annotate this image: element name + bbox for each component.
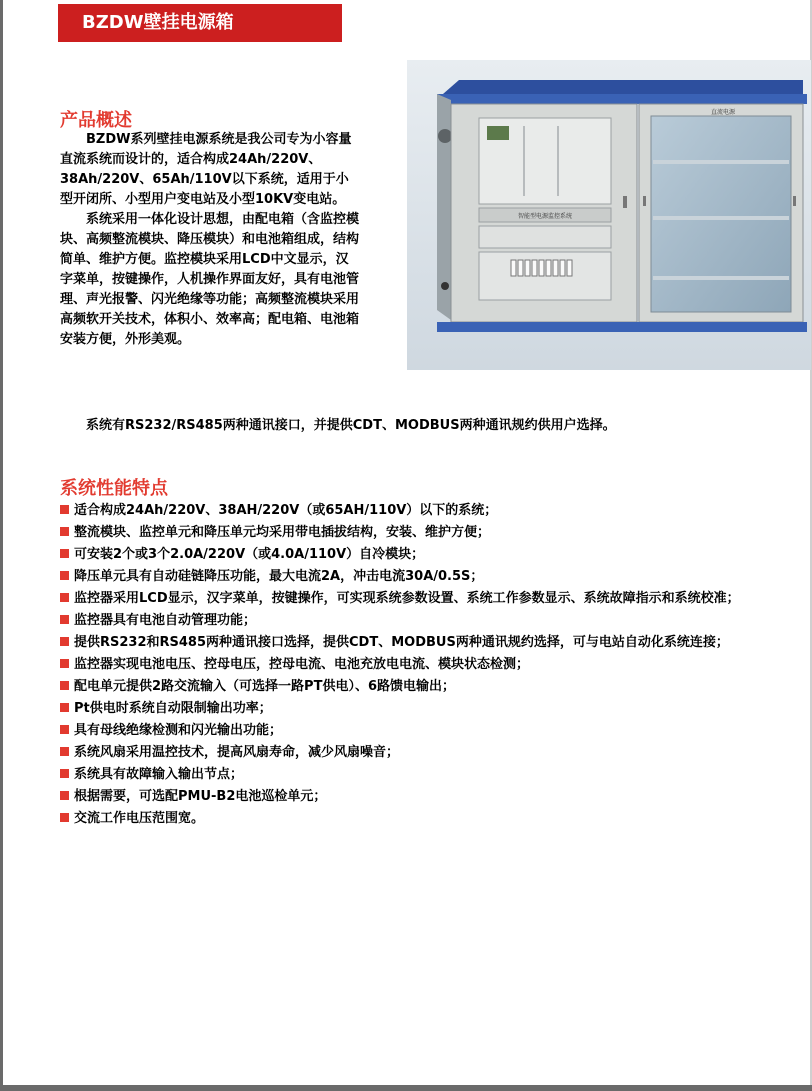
overview-text: [60, 130, 360, 350]
overview-heading: 产品概述: [60, 110, 132, 131]
list-item: 监控器实现电池电压、控母电压，控母电流、电池充放电电流、模块状态检测；: [60, 654, 800, 676]
breaker: [525, 260, 530, 276]
square-bullet-icon: [60, 637, 69, 646]
door-handle-right-2: [793, 196, 796, 206]
page-border-left: [0, 0, 3, 1091]
breaker: [560, 260, 565, 276]
list-item: 具有母线绝缘检测和闪光输出功能；: [60, 720, 800, 742]
square-bullet-icon: [60, 505, 69, 514]
overview-comm-line: 系统有RS232/RS485两种通讯接口，并提供CDT、MODBUS两种通讯规约供用户选择。: [86, 418, 616, 433]
breaker: [518, 260, 523, 276]
list-item: Pt供电时系统自动限制输出功率；: [60, 698, 800, 720]
panel-label: 智能型电源监控系统: [517, 213, 573, 220]
breaker: [511, 260, 516, 276]
door-handle-left: [623, 196, 627, 208]
battery-shelf-3: [653, 276, 789, 280]
list-item: 降压单元具有自动硅链降压功能，最大电流2A，冲击电流30A/0.5S；: [60, 566, 800, 588]
list-item: 交流工作电压范围宽。: [60, 808, 800, 830]
square-bullet-icon: [60, 615, 69, 624]
features-heading: 系统性能特点: [60, 478, 168, 499]
list-item: 系统风扇采用温控技术，提高风扇寿命，减少风扇噪音；: [60, 742, 800, 764]
side-port: [441, 282, 449, 290]
list-item: 提供RS232和RS485两种通讯接口选择，提供CDT、MODBUS两种通讯规约选择，可与电站自动化系统连接；: [60, 632, 800, 654]
breaker: [567, 260, 572, 276]
list-item: 根据需要，可选配PMU-B2电池巡检单元；: [60, 786, 800, 808]
list-item: 系统具有故障输入输出节点；: [60, 764, 800, 786]
breaker: [532, 260, 537, 276]
breaker: [539, 260, 544, 276]
panel-divider-1: [523, 126, 525, 196]
product-image: [407, 60, 811, 370]
list-item: 适合构成24Ah/220V、38AH/220V（或65AH/110V）以下的系统；: [60, 500, 800, 522]
list-item: 监控器具有电池自动管理功能；: [60, 610, 800, 632]
page-title: BZDW壁挂电源箱: [58, 4, 342, 42]
side-fan: [438, 129, 452, 143]
list-item: 可安装2个或3个2.0A/220V（或4.0A/110V）自冷模块；: [60, 544, 800, 566]
cabinet-label: 直流电源: [710, 109, 736, 116]
breaker: [546, 260, 551, 276]
square-bullet-icon: [60, 791, 69, 800]
list-item: 整流模块、监控单元和降压单元均采用带电插拔结构，安装、维护方便；: [60, 522, 800, 544]
square-bullet-icon: [60, 769, 69, 778]
list-item: 配电单元提供2路交流输入（可选择一路PT供电）、6路馈电输出；: [60, 676, 800, 698]
overview-paragraph-2: 系统采用一体化设计思想，由配电箱（含监控模块、高频整流模块、降压模块）和电池箱组成，结构简单、维护方便。监控模块采用LCD中文显示，汉字菜单，按键操作，人机操作界面友好，具有电池管理、声光报警、闪光绝缘等功能；高频整流模块采用高频软开关技术，体积小、效率高；配电箱、电池箱安装方便，外形美观。: [60, 212, 360, 347]
cabinet-top: [443, 80, 803, 94]
list-item: 监控器采用LCD显示，汉字菜单，按键操作，可实现系统参数设置、系统工作参数显示、系统故障指示和系统校准；: [60, 588, 800, 610]
square-bullet-icon: [60, 703, 69, 712]
battery-shelf-1: [653, 160, 789, 164]
square-bullet-icon: [60, 747, 69, 756]
square-bullet-icon: [60, 571, 69, 580]
panel-divider-2: [557, 126, 559, 196]
battery-shelf-2: [653, 216, 789, 220]
breaker: [553, 260, 558, 276]
door-handle-right: [643, 196, 646, 206]
cabinet-bottom-trim: [437, 322, 807, 332]
overview-paragraph-1: BZDW系列壁挂电源系统是我公司专为小容量直流系统而设计的，适合构成24Ah/220V、38Ah/220V、65Ah/110V以下系统，适用于小型开闭所、小型用户变电站及小型10KV变电站。: [60, 132, 352, 207]
glass-window: [651, 116, 791, 312]
breaker-panel: [479, 252, 611, 300]
square-bullet-icon: [60, 593, 69, 602]
square-bullet-icon: [60, 681, 69, 690]
cabinet: [437, 80, 807, 332]
square-bullet-icon: [60, 659, 69, 668]
square-bullet-icon: [60, 527, 69, 536]
page-border-bottom: [0, 1085, 812, 1091]
square-bullet-icon: [60, 549, 69, 558]
lcd-screen: [487, 126, 509, 140]
feature-list: [60, 500, 800, 830]
square-bullet-icon: [60, 813, 69, 822]
breakers: [511, 260, 572, 276]
square-bullet-icon: [60, 725, 69, 734]
indicator-panel: [479, 226, 611, 248]
cabinet-top-trim: [437, 94, 807, 104]
